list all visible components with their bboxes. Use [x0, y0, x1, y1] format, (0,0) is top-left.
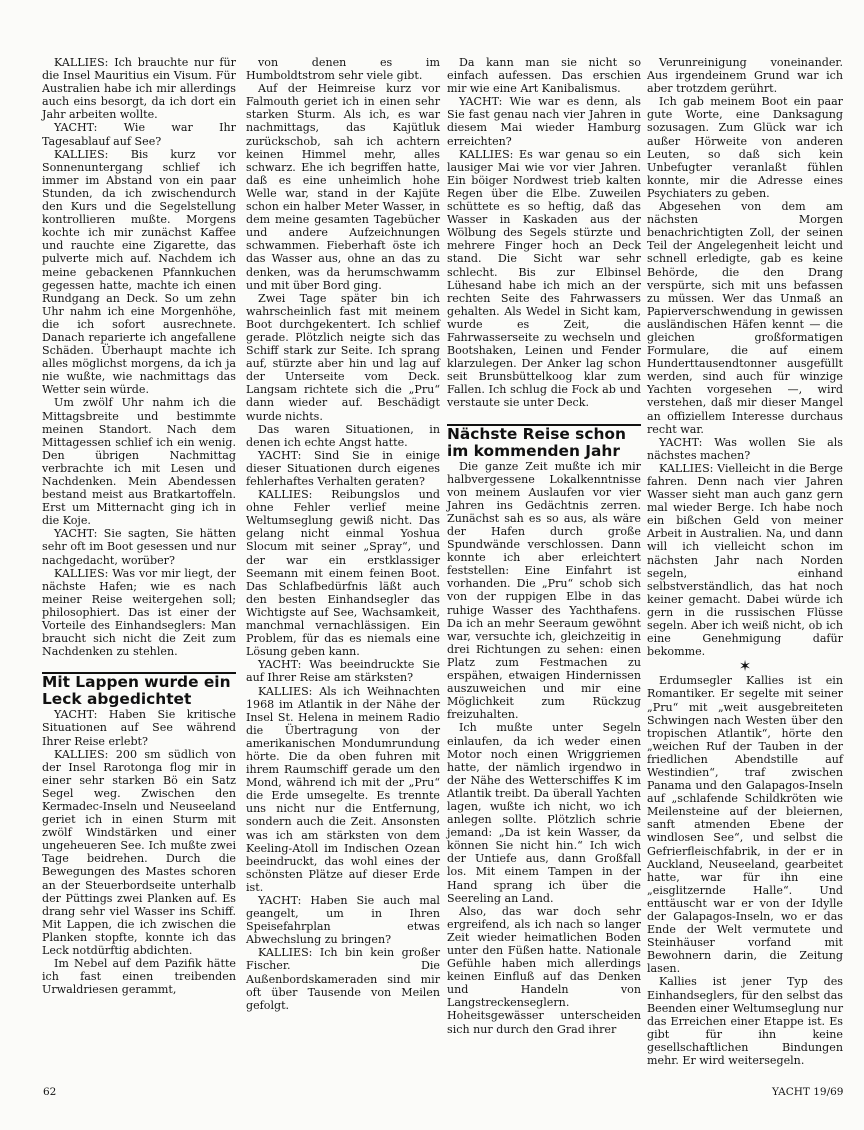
paragraph: YACHT: Sind Sie in einige dieser Situationen durch eigenes fehlerhaftes Verhalten geraten? — [246, 448, 440, 488]
page-number: 62 — [43, 1086, 57, 1098]
paragraph: KALLIES: 200 sm südlich von der Insel Rarotonga flog mir in einer sehr starken Bö ein Satz Segel weg. Zwischen den Kermadec-Inseln und Neuseeland geriet ich in einen Sturm mit zwölf Windstärken und einer ungeheueren See. Ich mußte zwei Tage beidrehen. Durch die Bewegungen des Mastes schoren an der Steuerbordseite unterhalb der Püttings zwei Planken auf. Es drang sehr viel Wasser ins Schiff. Mit Lappen, die ich zwischen die Planken stopfte, konnte ich das Leck notdürftig abdichten. — [42, 747, 236, 957]
paragraph: von denen es im Humboldtstrom sehr viele gibt. — [246, 56, 440, 83]
star-separator-icon: ✶ — [738, 657, 752, 676]
paragraph: KALLIES: Vielleicht in die Berge fahren. Denn nach vier Jahren Wasser sieht man auch ganz gern mal wieder Berge. Ich habe noch ein bißchen Geld von meiner Arbeit in Australien. Na, und dann will ich vielleicht schon im nächsten Jahr nach Norden segeln, einhand selbstverständlich, das hat noch keiner gemacht. Dabei würde ich gern in die russischen Flüsse segeln. Aber ich weiß nicht, ob ich eine Genehmigung dafür bekomme. — [647, 461, 843, 659]
paragraph: YACHT: Sie sagten, Sie hätten sehr oft im Boot gesessen und nur nachgedacht, worüber? — [42, 527, 236, 567]
column-4 — [647, 56, 843, 1067]
paragraph: Die ganze Zeit mußte ich mir halbvergessene Lokalkenntnisse von meinem Auslaufen vor vier Jahren ins Gedächtnis zerren. Zunächst sah es so aus, als wäre der Hafen durch große Spundwände verschlossen. Dann konnte ich aber erleichtert feststellen: Eine Einfahrt ist vorhanden. Die „Pru“ schob sich von der ruppigen Elbe in das ruhige Wasser des Yachthafens. Da ich an mehr Seeraum gewöhnt war, versuchte ich, gleichzeitig in drei Richtungen zu sehen: einen Platz zum Festmachen zu erspähen, etwaigen Hindernissen auszuweichen und mir eine Möglichkeit zum Rückzug freizuhalten. — [447, 459, 641, 722]
column-1 — [42, 56, 236, 996]
paragraph: Kallies ist jener Typ des Einhandseglers, für den selbst das Beenden einer Weltumseglung nur das Erreichen einer Etappe ist. Es gibt für ihn keine gesellschaftlichen Bindungen mehr. Er wird weitersegeln. — [647, 975, 843, 1068]
paragraph: Also, das war doch sehr ergreifend, als ich nach so langer Zeit wieder heimatlichen Boden unter den Füßen hatte. Nationale Gefühle haben mich allerdings keinen Einfluß auf das Denken und Handeln von Langstreckenseglern. Hoheitsgewässer unterscheiden sich nur durch den Grad ihrer — [447, 904, 641, 1036]
paragraph: KALLIES: Ich bin kein großer Fischer. Die Außenbordskameraden sind mir oft über Tausende von Meilen gefolgt. — [246, 946, 440, 1012]
section-heading: Mit Lappen wurde ein Leck abgedichtet — [42, 673, 231, 709]
paragraph: KALLIES: Ich brauchte nur für die Insel Mauritius ein Visum. Für Australien habe ich mir allerdings auch eins besorgt, da ich dort ein Jahr arbeiten wollte. — [42, 56, 236, 122]
paragraph: YACHT: Haben Sie kritische Situationen auf See während Ihrer Reise erlebt? — [42, 708, 236, 748]
column-2 — [246, 56, 440, 1012]
paragraph: Ich mußte unter Segeln einlaufen, da ich weder einen Motor noch einen Wriggriemen hatte, der nämlich irgendwo in der Nähe des Wetterschiffes K im Atlantik treibt. Da überall Yachten lagen, wußte ich nicht, wo ich anlegen sollte. Plötzlich schrie jemand: „Da ist kein Wasser, da können Sie nicht hin.“ Ich wich der Untiefe aus, dann Großfall los. Mit einem Tampen in der Hand sprang ich über die Seereling an Land. — [447, 721, 641, 905]
paragraph: KALLIES: Als ich Weihnachten 1968 im Atlantik in der Nähe der Insel St. Helena in meinem Radio die Übertragung von der amerikanischen Mondumrundung hörte. Die da oben fuhren mit ihrem Raumschiff gerade um den Mond, während ich mit der „Pru“ die Erde umsegelte. Es trennte uns nicht nur die Entfernung, sondern auch die Zeit. Ansonsten was ich am stärksten von dem Keeling-Atoll im Indischen Ozean beeindruckt, das wohl eines der schönsten Plätze auf dieser Erde ist. — [246, 684, 440, 894]
section-heading: Nächste Reise schon im kommenden Jahr — [447, 424, 626, 460]
paragraph: Da kann man sie nicht so einfach aufessen. Das erschien mir wie eine Art Kanibalismus. — [447, 56, 641, 96]
paragraph: KALLIES: Es war genau so ein lausiger Mai wie vor vier Jahren. Ein böiger Nordwest trieb kalten Regen über die Elbe. Zuweilen schüttete es so heftig, daß das Wasser in Kaskaden aus der Wölbung des Segels stürzte und mehrere Finger hoch an Deck stand. Die Sicht war sehr schlecht. Bis zur Elbinsel Lühesand habe ich mich an der rechten Seite des Fahrwassers gehalten. Als Wedel in Sicht kam, wurde es Zeit, die Fahrwasserseite zu wechseln und Bootshaken, Leinen und Fender klarzulegen. Der Anker lag schon seit Brunsbüttelkoog klar zum Fallen. Ich schlug die Fock ab und verstaute sie unter Deck. — [447, 147, 641, 410]
paragraph: Erdumsegler Kallies ist ein Romantiker. Er segelte mit seiner „Pru“ mit „weit ausgebreiteten Schwingen nach Westen über den tropischen Atlantik“, hörte den „weichen Ruf der Tauben in der friedlichen Abendstille auf Westindien“, traf zwischen Panama und den Galapagos-Inseln auf „schlafende Schildkröten wie Meilensteine auf der bleiernen, sanft atmenden Ebene der windlosen See“, und selbst die Gefrierfleischfabrik, in der er in Auckland, Neuseeland, gearbeitet hatte, war für ihn eine „eisglitzernde Halle“. Und enttäuscht war er von der Idylle der Galapagos-Inseln, wo er das Ende der Welt vermutete und Steinhäuser vorfand mit Bewohnern darin, die Zeitung lasen. — [647, 674, 843, 976]
paragraph: YACHT: Wie war Ihr Tagesablauf auf See? — [42, 121, 236, 148]
paragraph: Abgesehen von dem am nächsten Morgen benachrichtigten Zoll, der seinen Teil der Angelegenheit leicht und schnell erledigte, gab es keine Behörde, die den Drang verspürte, sich mit uns befassen zu müssen. Wer das Unmaß an Papierverschwendung in gewissen ausländischen Häfen kennt — die gleichen großformatigen Formulare, die auf einem Hunderttausendtonner ausgefüllt werden, sind auch für winzige Yachten vorgesehen —, wird verstehen, daß mir dieser Mangel an offiziellem Interesse durchaus recht war. — [647, 200, 843, 436]
paragraph: YACHT: Wie war es denn, als Sie fast genau nach vier Jahren in diesem Mai wieder Hamburg erreichten? — [447, 95, 641, 148]
paragraph: YACHT: Was wollen Sie als nächstes machen? — [647, 435, 843, 462]
paragraph: Im Nebel auf dem Pazifik hätte ich fast einen treibenden Urwaldriesen gerammt, — [42, 957, 236, 997]
paragraph: Verunreinigung voneinander. Aus irgendeinem Grund war ich aber trotzdem gerührt. — [647, 56, 843, 96]
paragraph: YACHT: Haben Sie auch mal geangelt, um in Ihren Speisefahrplan etwas Abwechslung zu bringen? — [246, 894, 440, 947]
paragraph: KALLIES: Reibungslos und ohne Fehler verlief meine Weltumseglung gewiß nicht. Das gelang nicht einmal Yoshua Slocum mit seiner „Spray“, und der war ein erstklassiger Seemann mit einem feinen Boot. Das Schlafbedürfnis läßt auch den besten Einhandsegler das Wichtigste auf See, Wachsamkeit, manchmal vernachlässigen. Ein Problem, für das es niemals eine Lösung geben kann. — [246, 488, 440, 659]
issue-label: YACHT 19/69 — [772, 1086, 844, 1098]
paragraph: YACHT: Was beeindruckte Sie auf Ihrer Reise am stärksten? — [246, 658, 440, 685]
paragraph: Das waren Situationen, in denen ich echte Angst hatte. — [246, 422, 440, 449]
paragraph: Um zwölf Uhr nahm ich die Mittagsbreite und bestimmte meinen Standort. Nach dem Mittagessen schlief ich ein wenig. Den übrigen Nachmittag verbrachte ich mit Lesen und Nachdenken. Mein Abendessen bestand meist aus Bratkartoffeln. Erst um Mitternacht ging ich in die Koje. — [42, 396, 236, 528]
paragraph: KALLIES: Was vor mir liegt, der nächste Hafen; wie es nach meiner Reise weitergehen soll; philosophiert. Das ist einer der Vorteile des Einhandseglers: Man braucht sich nicht die Zeit zum Nachdenken zu stehlen. — [42, 566, 236, 659]
paragraph: Auf der Heimreise kurz vor Falmouth geriet ich in einen sehr starken Sturm. Als ich, es war nachmittags, das Kajütluk zurückschob, sah ich achtern keinen Himmel mehr, alles schwarz. Ehe ich begriffen hatte, daß es eine unheimlich hohe Welle war, stand in der Kajüte schon ein halber Meter Wasser, in dem meine gesamten Tagebücher und andere Aufzeichnungen schwammen. Fieberhaft öste ich das Wasser aus, ohne an das zu denken, was da herumschwamm und mit über Bord ging. — [246, 82, 440, 292]
paragraph: Ich gab meinem Boot ein paar gute Worte, eine Danksagung sozusagen. Zum Glück war ich außer Hörweite von anderen Leuten, so daß sich kein Unbefugter veranlaßt fühlen konnte, mir die Adresse eines Psychiaters zu geben. — [647, 95, 843, 200]
column-3 — [447, 56, 641, 1036]
paragraph: KALLIES: Bis kurz vor Sonnenuntergang schlief ich immer im Abstand von ein paar Stunden, da ich zwischendurch den Kurs und die Segelstellung kontrollieren mußte. Morgens kochte ich mir zunächst Kaffee und rauchte eine Zigarette, das pulverte mich auf. Nachdem ich meine gebackenen Pfannkuchen gegessen hatte, machte ich einen Rundgang an Deck. So um zehn Uhr nahm ich eine Morgenhöhe, die ich sofort ausrechnete. Danach reparierte ich angefallene Schäden. Überhaupt machte ich alles möglichst morgens, da ich ja nie wußte, wie nachmittags das Wetter sein würde. — [42, 147, 236, 397]
paragraph: Zwei Tage später bin ich wahrscheinlich fast mit meinem Boot durchgekentert. Ich schlief gerade. Plötzlich neigte sich das Schiff stark zur Seite. Ich sprang auf, stürzte aber hin und lag auf der Unterseite vom Deck. Langsam richtete sich die „Pru“ dann wieder auf. Beschädigt wurde nichts. — [246, 291, 440, 423]
